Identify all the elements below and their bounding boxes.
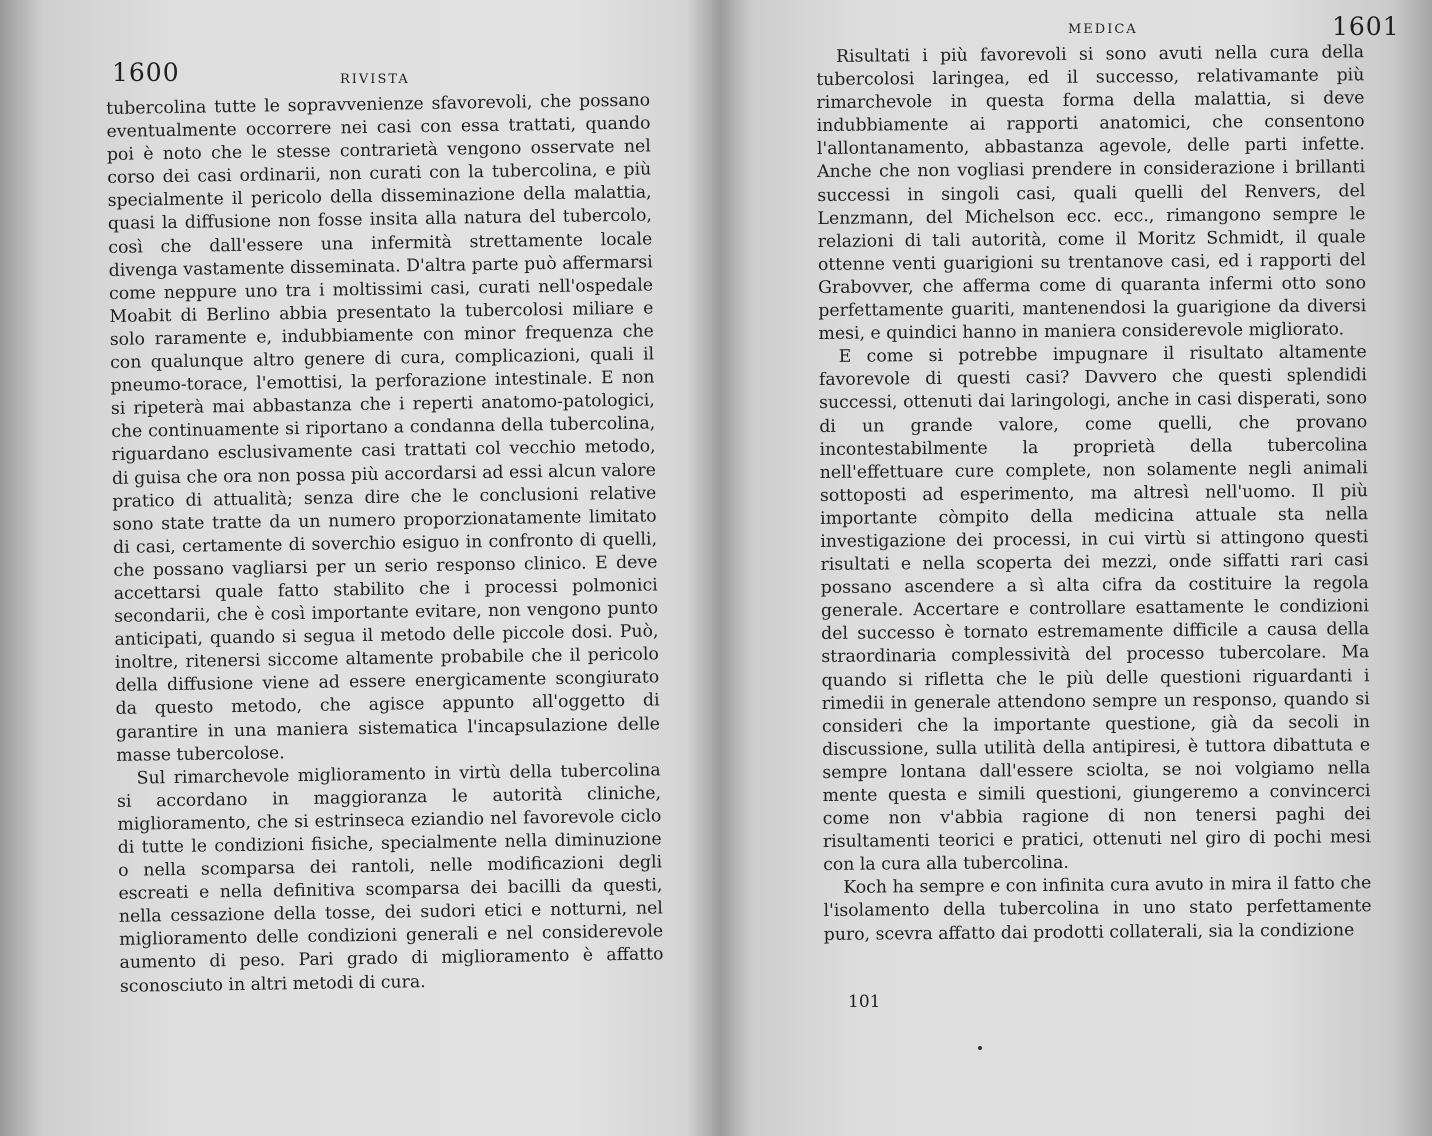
page-number: 1601 (1332, 12, 1400, 41)
running-head: RIVISTA (340, 72, 410, 87)
paragraph: E come si potrebbe impugnare il risultato altamente favorevole di questi casi? Davvero che questi splendidi successi, ottenuti dai laringologi, anche in casi disperati, sono di un grande valore, come quelli, che provano incontestabilmente la proprietà della tubercolina nell'effettuare cure complete, non solamente negli animali sottoposti ad esperimento, ma altresì nell'uomo. Il più importante còmpito della medicina attuale sta nella investigazione dei processi, in cui virtù si attingono questi risultati e nella scoperta dei mezzi, onde siffatti rari casi possano ascendere a sì alta cifra da costituire la regola generale. Accertare e controllare esattamente le condizioni del successo è tornato estremamente difficile a causa della straordinaria complessività del processo tubercolare. Ma quando si rifletta che le più delle questioni riguardanti i rimedii in generale attendono sempre un responso, quando si consideri che la importante questione, già da secoli in discussione, sulla utilità della antipiresi, è tuttora dibattuta e sempre lontana dall'essere sciolta, se noi volgiamo nella mente questa e simili questioni, giungeremo a convincerci come non v'abbia ragione di non tenersi paghi dei risultamenti teorici e pratici, ottenuti nel giro di pochi mesi con la cura alla tubercolina. (818, 342, 1372, 876)
running-head: MEDICA (1068, 22, 1138, 37)
paragraph: Koch ha sempre e con infinita cura avuto in mira il fatto che l'isolamento della tubercolina in uno stato perfettamente puro, scevra affatto dai prodotti collaterali, sia la condizione (823, 873, 1372, 945)
paragraph: Sul rimarchevole miglioramento in virtù della tubercolina si accordano in maggioranza le autorità cliniche, miglioramento, che si estrinseca eziandio nel favorevole ciclo di tutte le condizioni fisiche, specialmente nella diminuzione o nella scomparsa dei rantoli, nelle modificazioni degli escreati e nella definitiva scomparsa dei bacilli da questi, nella cessazione della tosse, dei sudori etici e notturni, nel miglioramento delle condizioni generali e nel considerevole aumento di peso. Pari grado di miglioramento è affatto sconosciuto in altri metodi di cura. (116, 760, 664, 997)
page-body (106, 89, 664, 998)
page-body (816, 41, 1372, 946)
paragraph: tubercolina tutte le sopravvenienze sfavorevoli, che possano eventualmente occorrere nei casi con essa trattati, quando poi è noto che le stesse contrarietà vengono osservate nel corso dei casi ordinarii, non curati con la tubercolina, e più specialmente il pericolo della disseminazione della malattia, quasi la diffusione non fosse insita alla natura del tubercolo, così che dall'essere una infermità strettamente locale divenga vastamente disseminata. D'altra parte può affermarsi come neppure uno tra i moltissimi casi, curati nell'ospedale Moabit di Berlino abbia presentato la tubercolosi miliare e solo raramente e, indubbiamente con minor frequenza che con qualunque altro genere di cura, complicazioni, quali il pneumo-torace, l'emottisi, la perforazione intestinale. E non si ripeterà mai abbastanza che i reperti anatomo-patologici, che continuamente si riportano a condanna della tubercolina, riguardano esclusivamente casi trattati col vecchio metodo, di guisa che ora non possa più accordarsi ad essi alcun valore pratico di attualità; senza dire che le conclusioni relative sono state tratte da un numero proporzionatamente limitato di casi, certamente di soverchio esiguo in confronto di quelli, che possano vagliarsi per un serio responso clinico. E deve accettarsi quale fatto stabilito che i processi polmonici secondarii, che è così importante evitare, non vengono punto anticipati, quando si segua il metodo delle piccole dosi. Può, inoltre, ritenersi siccome altamente probabile che il pericolo della diffusione viene ad essere energicamente scongiurato da questo metodo, che agisce appunto all'oggetto di garantire in una maniera sistematica l'incapsulazione delle masse tubercolose. (106, 90, 661, 766)
signature-mark: 101 (848, 992, 881, 1012)
paragraph: Risultati i più favorevoli si sono avuti nella cura della tubercolosi laringea, ed il successo, relativamante più rimarchevole in questa forma della malattia, si deve indubbiamente ai rapporti anatomici, che consentono l'allontanamento, abbastanza agevole, delle parti infette. Anche che non vogliasi prendere in considerazione i brillanti successi in singoli casi, quali quelli del Renvers, del Lenzmann, del Michelson ecc. ecc., rimangono sempre le relazioni di tali autorità, come il Moritz Schmidt, il quale ottenne venti guarigioni su trentanove casi, ed i rapporti del Grabovver, che afferma come di quaranta infermi otto sono perfettamente guariti, mantenendosi la guarigione da diversi mesi, e quindici hanno in maniera considerevole migliorato. (816, 42, 1367, 345)
ink-speck (978, 1046, 982, 1050)
right-page (716, 0, 1432, 1136)
page-number: 1600 (112, 58, 180, 87)
